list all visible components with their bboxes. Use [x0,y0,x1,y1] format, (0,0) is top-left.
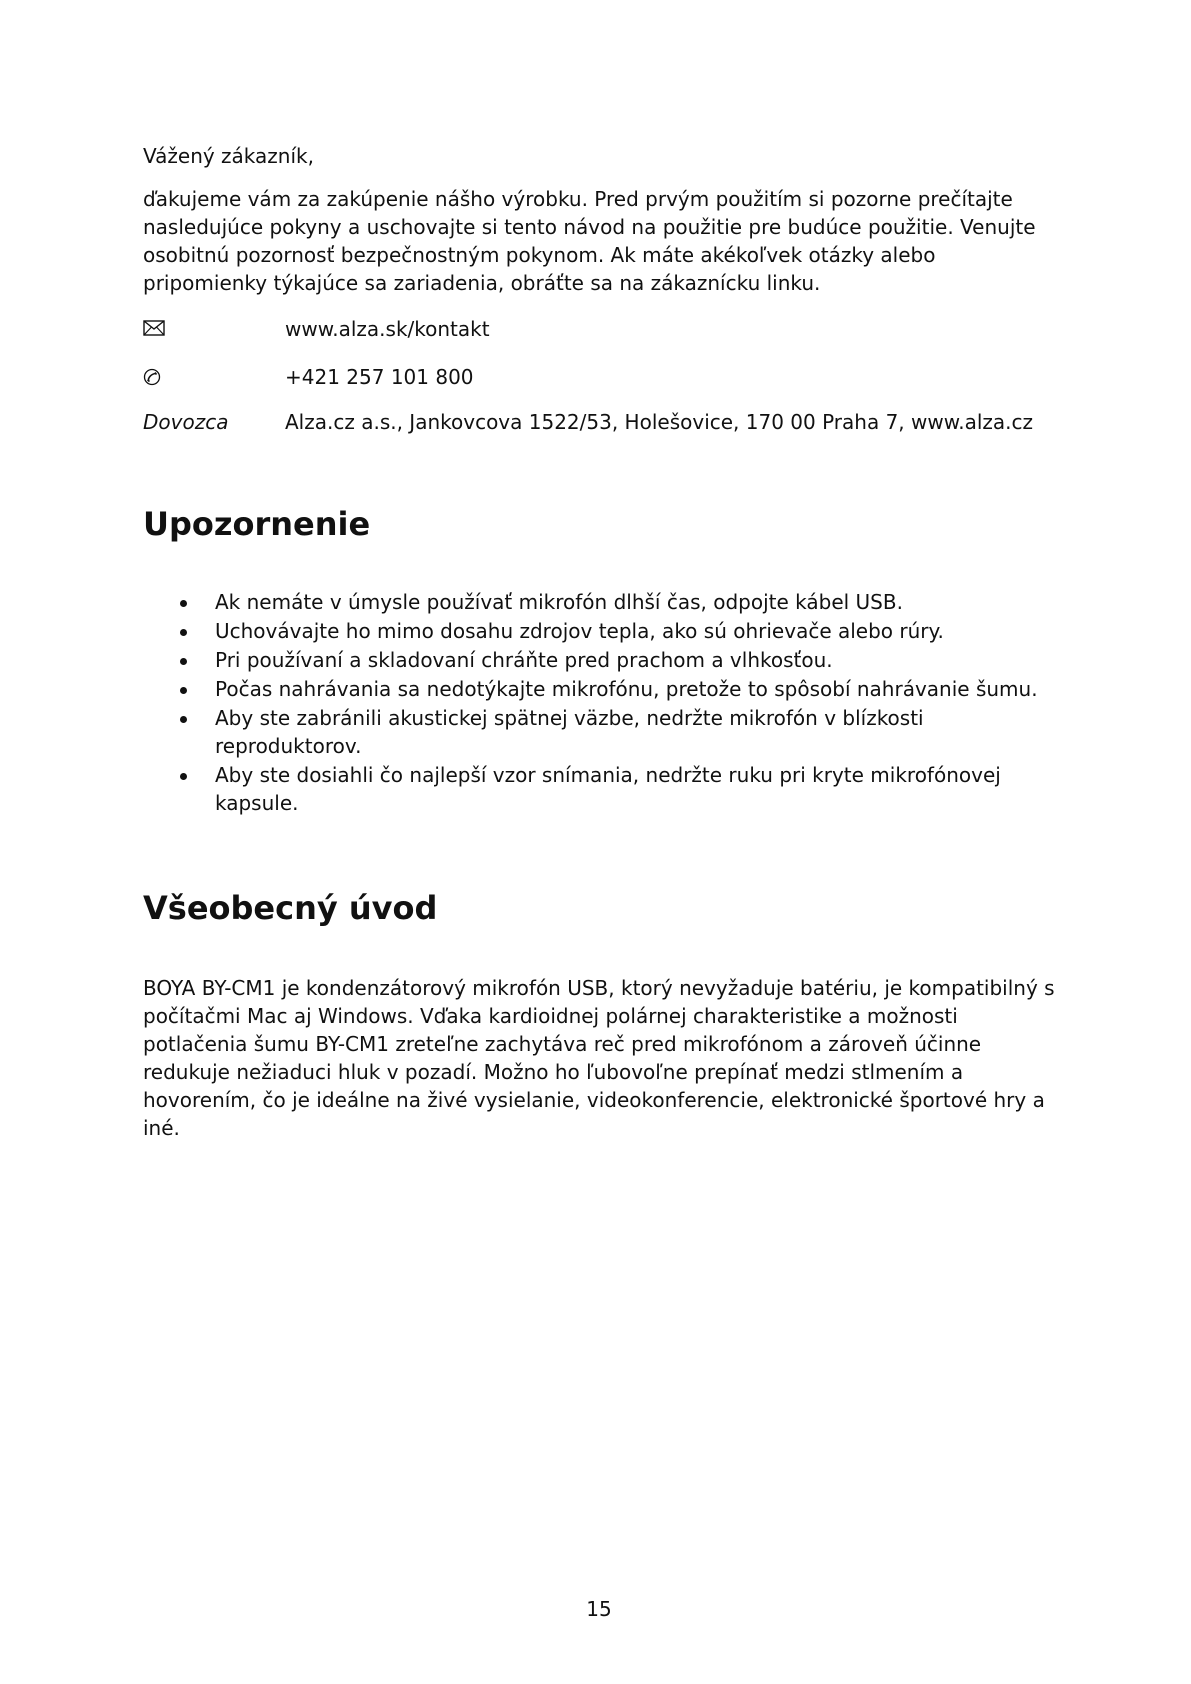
list-item-text: Pri používaní a skladovaní chráňte pred prachom a vlhkosťou. [215,648,833,672]
list-item [143,646,1063,674]
contact-email-link[interactable]: www.alza.sk/kontakt [285,317,490,341]
list-item [143,761,1063,817]
contact-phone-row [143,363,1063,393]
greeting: Vážený zákazník, [143,144,314,168]
importer-label: Dovozca [143,410,229,434]
intro-paragraph: ďakujeme vám za zakúpenie nášho výrobku. Pred prvým použitím si pozorne prečítajte nasledujúce pokyny a uschovajte si tento návod na použitie pre budúce použitie. Venujte osobitnú pozornosť bezpečnostným pokynom. Ak máte akékoľvek otázky alebo pripomienky týkajúce sa zariadenia, obráťte sa na zákaznícku linku. [143,187,1036,295]
bullet-icon [180,600,187,607]
bullet-icon [180,629,187,636]
importer-address: Alza.cz a.s., Jankovcova 1522/53, Holešovice, 170 00 Praha 7, www.alza.cz [285,410,1034,434]
list-item [143,617,1063,645]
warning-heading: Upozornenie [143,505,371,543]
phone-icon [143,363,283,386]
bullet-icon [180,716,187,723]
list-item-text: Počas nahrávania sa nedotýkajte mikrofónu, pretože to spôsobí nahrávanie šumu. [215,677,1038,701]
bullet-icon [180,687,187,694]
product-description: BOYA BY-CM1 je kondenzátorový mikrofón USB, ktorý nevyžaduje batériu, je kompatibilný s počítačmi Mac aj Windows. Vďaka kardioidnej polárnej charakteristike a možnosti potlačenia šumu BY-CM1 zreteľne zachytáva reč pred mikrofónom a zároveň účinne redukuje nežiaduci hluk v pozadí. Možno ho ľubovoľne prepínať medzi stlmením a hovorením, čo je ideálne na živé vysielanie, videokonferencie, elektronické športové hry a iné. [143,976,1055,1140]
document-page [143,0,1063,1684]
bullet-icon [180,658,187,665]
list-item-text: Uchovávajte ho mimo dosahu zdrojov tepla, ako sú ohrievače alebo rúry. [215,619,944,643]
list-item-text: Aby ste dosiahli čo najlepší vzor snímania, nedržte ruku pri kryte mikrofónovej kapsule. [215,763,1001,815]
list-item [143,704,1063,760]
list-item [143,675,1063,703]
contact-email-row [143,315,1063,345]
list-item-text: Aby ste zabránili akustickej spätnej väzbe, nedržte mikrofón v blízkosti reproduktorov. [215,706,924,758]
list-item [143,588,1063,616]
page-number: 15 [586,1597,612,1621]
intro-heading: Všeobecný úvod [143,889,438,927]
importer-row [143,408,1063,438]
envelope-icon [143,315,283,336]
contact-phone-number: +421 257 101 800 [285,365,474,389]
warning-list [143,588,1063,818]
list-item-text: Ak nemáte v úmysle používať mikrofón dlhší čas, odpojte kábel USB. [215,590,903,614]
bullet-icon [180,773,187,780]
